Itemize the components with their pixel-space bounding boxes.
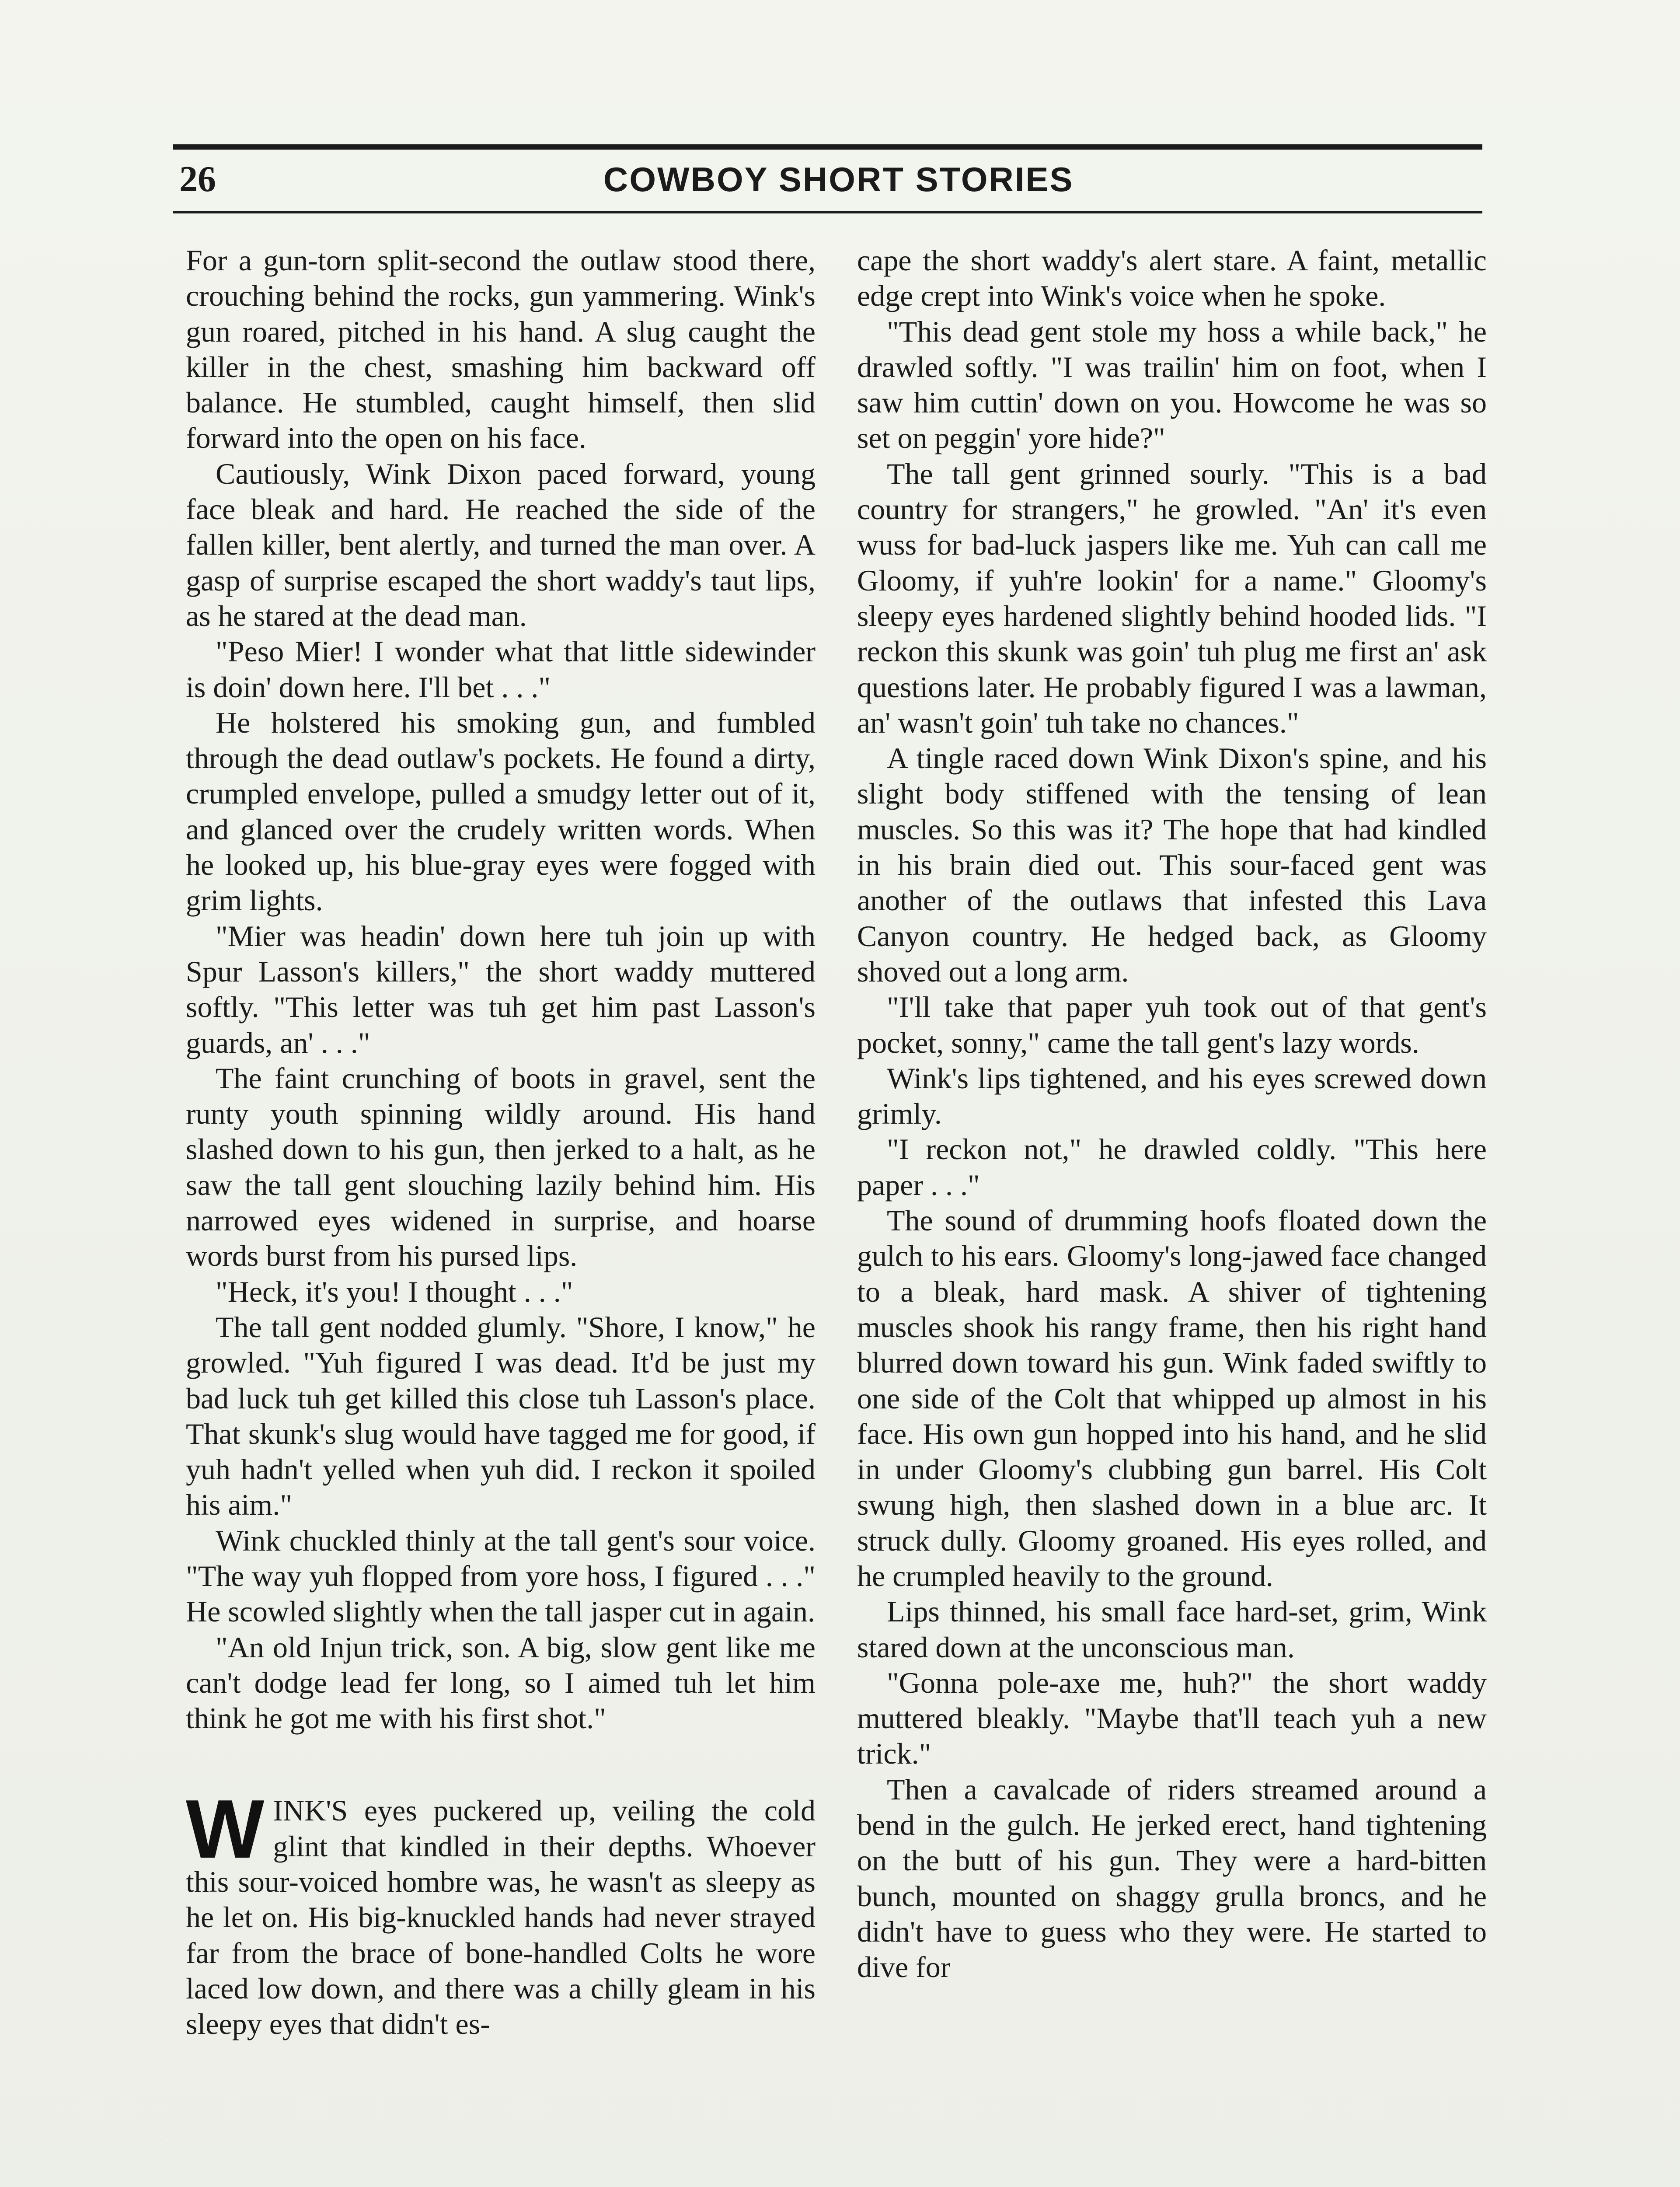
running-title: COWBOY SHORT STORIES: [603, 160, 1074, 199]
paragraph: "Gonna pole-axe me, huh?" the short waddy muttered bleakly. "Maybe that'll teach yuh a new trick.": [857, 1666, 1487, 1771]
paragraph: cape the short waddy's alert stare. A faint, metallic edge crept into Wink's voice when he spoke.: [857, 244, 1487, 313]
paragraph: Wink chuckled thinly at the tall gent's sour voice. "The way yuh flopped from yore hoss, I figured . . ." He scowled slightly when the tall jasper cut in again.: [186, 1523, 816, 1628]
paragraph: Cautiously, Wink Dixon paced forward, young face bleak and hard. He reached the side of the fallen killer, bent alertly, and turned the man over. A gasp of surprise escaped the short waddy's taut lips, as he stared at the dead man.: [186, 457, 816, 632]
paragraph: A tingle raced down Wink Dixon's spine, and his slight body stiffened with the tensing of lean muscles. So this was it? The hope that had kindled in his brain died out. This sour-faced gent was another of the outlaws that infested this Lava Canyon country. He hedged back, as Gloomy shoved out a long arm.: [857, 741, 1487, 988]
paragraph: "I reckon not," he drawled coldly. "This here paper . . .": [857, 1132, 1487, 1202]
header-rule-bottom: [173, 211, 1482, 213]
paragraph: "I'll take that paper yuh took out of that gent's pocket, sonny," came the tall gent's lazy words.: [857, 990, 1487, 1059]
dropcap-paragraph: [186, 1783, 816, 2042]
left-column: [186, 243, 816, 2042]
paragraph: "An old Injun trick, son. A big, slow gent like me can't dodge lead fer long, so I aimed tuh let him think he got me with his first shot.": [186, 1630, 816, 1735]
paragraph: Wink's lips tightened, and his eyes screwed down grimly.: [857, 1061, 1487, 1131]
paragraph: "Peso Mier! I wonder what that little sidewinder is doin' down here. I'll bet . . .": [186, 635, 816, 704]
right-column: [857, 243, 1487, 1985]
header-rule-top: [173, 144, 1482, 150]
page-number: 26: [179, 159, 216, 199]
paragraph: The tall gent grinned sourly. "This is a bad country for strangers," he growled. "An' it's even wuss for bad-luck jaspers like me. Yuh can call me Gloomy, if yuh're lookin' for a name." Gloomy's sleepy eyes hardened slightly behind hooded lids. "I reckon this skunk was goin' tuh plug me first an' ask questions later. He probably figured I was a lawman, an' wasn't goin' tuh take no chances.": [857, 457, 1487, 739]
paragraph: "This dead gent stole my hoss a while back," he drawled softly. "I was trailin' him on foot, when I saw him cuttin' down on you. Howcome he was so set on peggin' yore hide?": [857, 314, 1487, 455]
paragraph: He holstered his smoking gun, and fumbled through the dead outlaw's pockets. He found a dirty, crumpled envelope, pulled a smudgy letter out of it, and glanced over the crudely written words. When he looked up, his blue-gray eyes were fogged with grim lights.: [186, 706, 816, 917]
paragraph: For a gun-torn split-second the outlaw stood there, crouching behind the rocks, gun yammering. Wink's gun roared, pitched in his hand. A slug caught the killer in the chest, smashing him backward off balance. He stumbled, caught himself, then slid forward into the open on his face.: [186, 244, 816, 455]
dropcap-paragraph-text: INK'S eyes puckered up, veiling the cold glint that kindled in their depths. Whoever this sour-voiced hombre was, he wasn't as sleepy as he let on. His big-knuckled hands had never strayed far from the brace of bone-handled Colts he wore laced low down, and there was a chilly gleam in his sleepy eyes that didn't es-: [186, 1794, 816, 2041]
drop-cap: W: [186, 1783, 265, 1876]
paragraph: "Heck, it's you! I thought . . .": [216, 1275, 573, 1308]
paragraph: Lips thinned, his small face hard-set, grim, Wink stared down at the unconscious man.: [857, 1595, 1487, 1664]
paragraph: The tall gent nodded glumly. "Shore, I know," he growled. "Yuh figured I was dead. It'd be just my bad luck tuh get killed this close tuh Lasson's place. That skunk's slug would have tagged me for good, if yuh hadn't yelled when yuh did. I reckon it spoiled his aim.": [186, 1310, 816, 1522]
paragraph: Then a cavalcade of riders streamed around a bend in the gulch. He jerked erect, hand tightening on the butt of his gun. They were a hard-bitten bunch, mounted on shaggy grulla broncs, and he didn't have to guess who they were. He started to dive for: [857, 1772, 1487, 1984]
paragraph: The sound of drumming hoofs floated down the gulch to his ears. Gloomy's long-jawed face changed to a bleak, hard mask. A shiver of tightening muscles shook his rangy frame, then his right hand blurred down toward his gun. Wink faded swiftly to one side of the Colt that whipped up almost in his face. His own gun hopped into his hand, and he slid in under Gloomy's clubbing gun barrel. His Colt swung high, then slashed down in a blue arc. It struck dully. Gloomy groaned. His eyes rolled, and he crumpled heavily to the ground.: [857, 1204, 1487, 1593]
paragraph: "Mier was headin' down here tuh join up with Spur Lasson's killers," the short waddy muttered softly. "This letter was tuh get him past Lasson's guards, an' . . .": [186, 919, 816, 1059]
paragraph: The faint crunching of boots in gravel, sent the runty youth spinning wildly around. His hand slashed down to his gun, then jerked to a halt, as he saw the tall gent slouching lazily behind him. His narrowed eyes widened in surprise, and hoarse words burst from his pursed lips.: [186, 1061, 816, 1273]
